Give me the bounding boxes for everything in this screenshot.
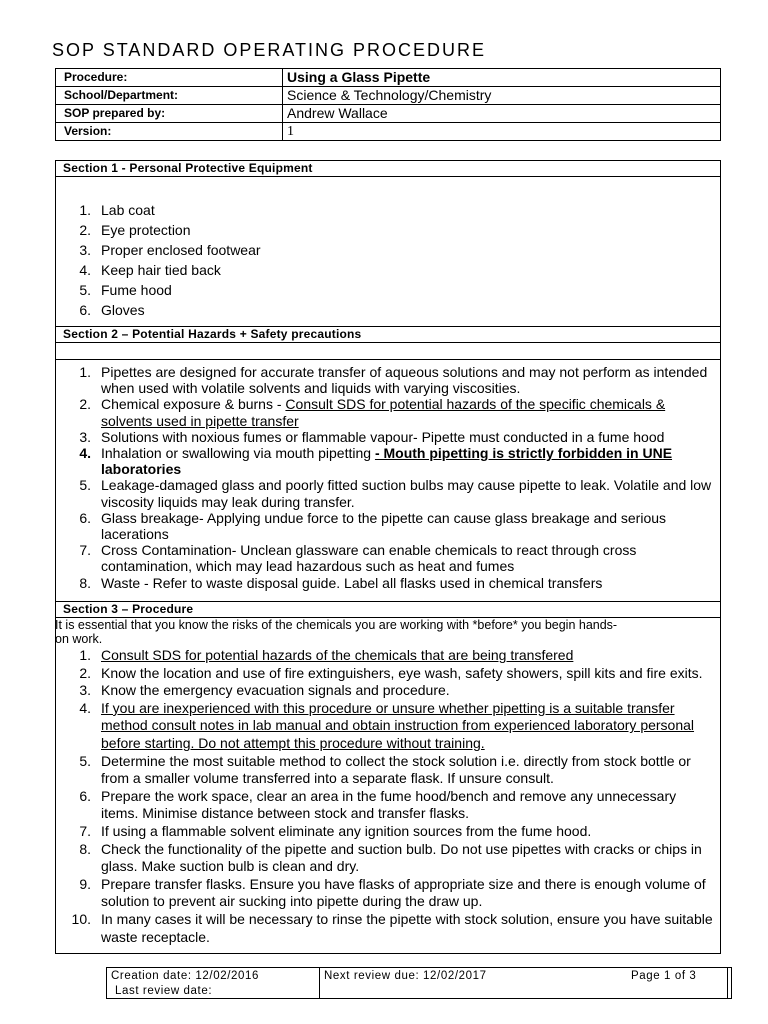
step-5-line-2: from a smaller volume transferred into a separate flask. If unsure consult. [101,770,554,787]
hazard-6-line-2: lacerations [101,526,169,543]
prepared-label: SOP prepared by: [56,105,283,123]
hazard-2-line-2: solvents used in pipette transfer [101,412,299,429]
hazard-8: Waste - Refer to waste disposal guide. Label all flasks used in chemical transfers [101,574,603,591]
info-row-prepared [56,105,721,123]
list-item: 10. In many cases it will be necessary to rinse the pipette with stock solution, ensure you have suitable waste receptacle. [71,910,713,945]
list-item: 5. Leakage-damaged glass and poorly fitted suction bulbs may cause pipette to leak. Volatile and low viscosity liquids may leak during transfer. [79,477,712,510]
step-7: If using a flammable solvent eliminate any ignition sources from the fume hood. [101,822,592,839]
version-value: 1 [283,123,721,141]
section3-list [55,647,713,946]
list-item: 4. If you are inexperienced with this procedure or unsure whether pipetting is a suitable transfer method consult notes in lab manual and obtain instruction from experienced laboratory personal before starting. Do not attempt this procedure without training. [55,700,713,753]
hazard-4-warning: - Mouth pipetting is strictly forbidden in UNE [374,445,673,462]
step-10-line-1: In many cases it will be necessary to rinse the pipette with stock solution, ensure you have suitable [101,910,713,927]
intro-line-2: on work. [55,632,103,646]
step-5-line-1: Determine the most suitable method to collect the stock solution i.e. directly from stock bottle or [101,752,691,769]
list-item: 2. Know the location and use of fire extinguishers, eye wash, safety showers, spill kits and fire exits. [55,665,713,683]
step-4-line-2: method consult notes in lab manual and obtain instruction from experienced laboratory personal [101,717,695,734]
ppe-item-2: Eye protection [101,222,191,238]
hazard-7-line-2: contamination, which may lead hazardous such as heat and fumes [101,558,515,575]
step-8-line-1: Check the functionality of the pipette and suction bulb. Do not use pipettes with cracks or chips in [101,840,702,857]
list-item: 4. Inhalation or swallowing via mouth pipetting - Mouth pipetting is strictly forbidden in UNE laboratories [55,445,711,477]
step-10-line-2: waste receptacle. [101,928,210,945]
info-row-school [56,87,721,105]
list-item: 3. Solutions with noxious fumes or flammable vapour- Pipette must conducted in a fume hood [55,429,711,445]
list-item: 3. Proper enclosed footwear [79,242,261,258]
intro-line-1: It is essential that you know the risks of the chemicals you are working with *before* you begin hands- [55,618,618,632]
step-6-line-2: items. Minimise distance between stock and transfer flasks. [101,805,470,822]
last-review-date: Last review date: [115,985,213,997]
version-label: Version: [56,123,283,141]
info-row-procedure [56,69,721,87]
list-item: 7. If using a flammable solvent eliminate any ignition sources from the fume hood. [55,823,713,841]
section1-list [55,200,261,320]
list-item: 9. Prepare transfer flasks. Ensure you have flasks of appropriate size and there is enough volume of solution to prevent air sucking into pipette during the draw up. [55,876,713,911]
section2-gap [55,342,721,360]
list-item: 1. Lab coat [79,202,155,218]
sop-info-table [55,68,721,141]
list-item: 6. Prepare the work space, clear an area in the fume hood/bench and remove any unnecessary items. Minimise distance between stock and transfer flasks. [55,788,713,823]
info-row-version [56,123,721,141]
procedure-value [283,69,721,87]
list-item: 3. Know the emergency evacuation signals and procedure. [55,682,713,700]
ppe-item-4: Keep hair tied back [101,262,221,278]
hazard-5-line-1: Leakage-damaged glass and poorly fitted suction bulbs may cause pipette to leak. Volatile and low [101,477,712,494]
section3-heading: Section 3 – Procedure [55,601,721,618]
section2-heading: Section 2 – Potential Hazards + Safety precautions [55,326,721,343]
list-item: 6. Gloves [79,302,145,318]
footer-table [106,967,732,999]
procedure-label: Procedure: [56,69,283,87]
list-item: 2. Chemical exposure & burns - Consult SDS for potential hazards of the specific chemicals & solvents used in pipette transfer [55,396,711,428]
school-label: School/Department: [56,87,283,105]
list-item: 5. Fume hood [79,282,172,298]
list-item: 1. Consult SDS for potential hazards of the chemicals that are being transfered [55,647,713,665]
step-2: Know the location and use of fire extinguishers, eye wash, safety showers, spill kits and fire exits. [101,664,703,681]
step-3: Know the emergency evacuation signals and procedure. [101,682,450,699]
list-item: 4. Keep hair tied back [79,262,221,278]
list-item: 6. Glass breakage- Applying undue force to the pipette can cause glass breakage and serious lacerations [55,510,711,542]
list-item: 8. Check the functionality of the pipette and suction bulb. Do not use pipettes with cracks or chips in glass. Make suction bulb is clean and dry. [55,841,713,876]
step-6-line-1: Prepare the work space, clear an area in the fume hood/bench and remove any unnecessary [101,787,677,804]
ppe-item-5: Fume hood [101,282,172,298]
list-item: 8. Waste - Refer to waste disposal guide. Label all flasks used in chemical transfers [55,575,711,591]
page-number: Page 1 of 3 [631,970,697,982]
step-4-line-3: before starting. Do not attempt this procedure without training. [101,734,485,751]
hazard-2-text: Chemical exposure & burns - [101,396,286,413]
hazard-1-line-1: Pipettes are designed for accurate transfer of aqueous solutions and may not perform as intended [101,364,708,380]
hazard-6-line-1: Glass breakage- Applying undue force to the pipette can cause glass breakage and serious [101,509,667,526]
section1-heading: Section 1 - Personal Protective Equipment [55,160,721,177]
page-title: SOP STANDARD OPERATING PROCEDURE [52,40,487,60]
hazard-7-line-1: Cross Contamination- Unclean glassware can enable chemicals to react through cross [101,542,637,559]
step-9-line-1: Prepare transfer flasks. Ensure you have flasks of appropriate size and there is enough volume of [101,875,706,892]
section3-intro [55,618,695,646]
prepared-value: Andrew Wallace [283,105,721,123]
ppe-item-6: Gloves [101,302,145,318]
section2-list [55,364,711,591]
ppe-item-3: Proper enclosed footwear [101,242,261,258]
step-8-line-2: glass. Make suction bulb is clean and dry. [101,858,360,875]
next-review-date: Next review due: 12/02/2017 [324,970,487,982]
hazard-3: Solutions with noxious fumes or flammable vapour- Pipette must conducted in a fume hood [101,428,665,445]
step-9-line-2: solution to prevent air sucking into pipette during the draw up. [101,893,483,910]
list-item: 5. Determine the most suitable method to collect the stock solution i.e. directly from stock bottle or from a smaller volume transferred into a separate flask. If unsure consult. [55,753,713,788]
hazard-5-line-2: viscosity liquids may leak during transfer. [101,493,355,510]
school-value: Science & Technology/Chemistry [283,87,721,105]
creation-date: Creation date: 12/02/2016 [111,970,259,982]
list-item: 7. Cross Contamination- Unclean glassware can enable chemicals to react through cross contamination, which may lead hazardous such as heat and fumes [55,542,711,574]
step-4-line-1: If you are inexperienced with this procedure or unsure whether pipetting is a suitable transfer [101,699,675,716]
step-1: Consult SDS for potential hazards of the chemicals that are being transfered [101,647,574,663]
list-item: 2. Eye protection [79,222,191,238]
procedure-value-text: Using a Glass Pipette [287,69,431,85]
hazard-4-text: Inhalation or swallowing via mouth pipetting [101,445,375,462]
hazard-2-sds-link: Consult SDS for potential hazards of the specific chemicals & [285,396,666,413]
hazard-4-line-2: laboratories [101,461,182,478]
ppe-item-1: Lab coat [101,202,155,218]
list-item: 1. Pipettes are designed for accurate transfer of aqueous solutions and may not perform as intended when used with volatile solvents and liquids with varying viscosities. [55,364,711,396]
hazard-1-line-2: when used with volatile solvents and liquids with varying viscosities. [101,380,521,397]
